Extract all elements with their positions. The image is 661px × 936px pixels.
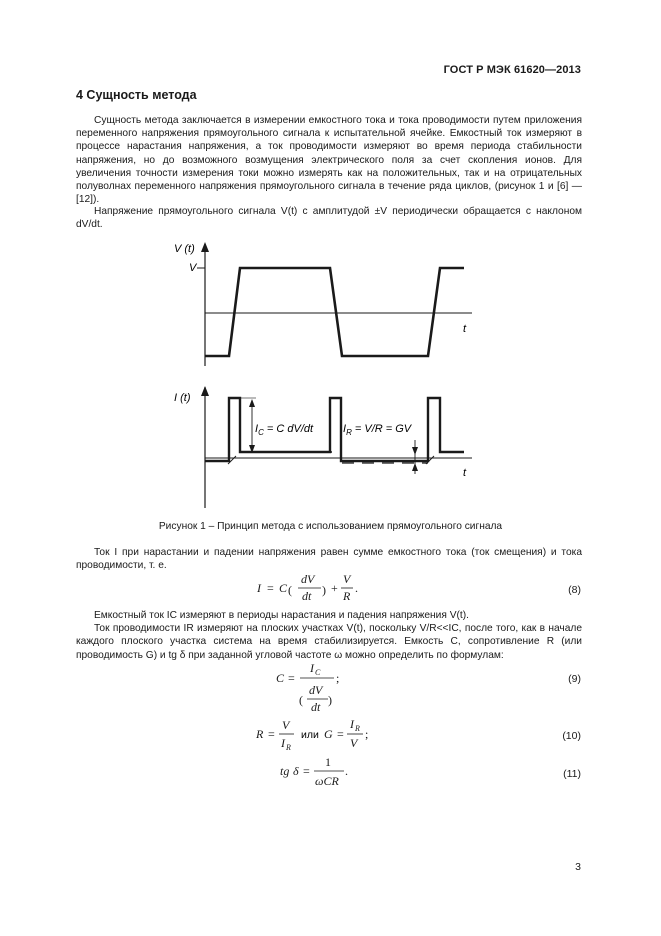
svg-text:I: I (350, 717, 354, 731)
top-y-axis-arrow (201, 242, 209, 252)
top-t-label: t (463, 323, 467, 335)
svg-text:R: R (343, 589, 351, 603)
ir-label-rest: = V/R = GV (351, 423, 412, 435)
bottom-y-axis-arrow (201, 386, 209, 396)
standard-header: ГОСТ Р МЭК 61620—2013 (443, 64, 581, 76)
equation-9-number: (9) (568, 673, 581, 685)
svg-text:dV: dV (309, 683, 323, 697)
svg-text:1: 1 (325, 756, 331, 769)
paragraph-2-text: Напряжение прямоугольного сигнала V(t) с амплитудой ±V периодически обращается с наклоном dV/dt. (76, 206, 582, 231)
svg-text:;: ; (365, 727, 369, 741)
svg-text:ωCR: ωCR (315, 774, 339, 788)
svg-text:I: I (310, 661, 314, 675)
svg-text:=: = (288, 671, 295, 685)
svg-text:δ: δ (293, 764, 299, 778)
svg-text:=: = (303, 764, 310, 778)
page-number: 3 (575, 861, 581, 873)
ir-label-sub: R (346, 428, 352, 437)
svg-text:=: = (267, 581, 274, 595)
svg-text:): ) (322, 583, 326, 597)
svg-text:I: I (281, 736, 285, 750)
equation-11 (278, 756, 368, 792)
svg-text:(: ( (299, 693, 303, 707)
svg-text:(: ( (288, 583, 292, 597)
equation-9 (272, 660, 362, 718)
svg-text:tg: tg (280, 764, 290, 778)
svg-text:C: C (276, 671, 285, 685)
paragraph-1-text: Сущность метода заключается в измерении емкостного тока и тока проводимости путем приложения переменного напряжения прямоугольного сигнала к испытательной ячейке. Емкостный ток измеряют в процессе нарастания напряжения, а ток проводимости измеряют во время периода стабильности напряжения, но до возможного возмущения электрического поля за счет скопления ионов. Для увеличения точности измерения токи можно измерять как на положительных, так и на отрицательных полуволнах переменного напряжения прямоугольного сигнала в течение ряда циклов, (рисунок 1 и [6] — [12]). (76, 115, 582, 206)
paragraph-4b-text: Ток проводимости IR измеряют на плоских участках V(t), поскольку V/R<<IC, после того, как в начале каждого плоского участка система на время стабилизируется. Емкость C, сопротивление R (или проводимость G) и tg δ при заданной угловой частоте ω можно определить по формулам: (76, 623, 582, 661)
svg-text:+: + (331, 581, 338, 595)
bottom-axis-label: I (t) (174, 392, 191, 404)
svg-text:;: ; (336, 671, 340, 685)
svg-text:dt: dt (311, 700, 321, 714)
ic-label-letter: I (255, 423, 259, 435)
paragraph-4 (76, 609, 582, 662)
svg-text:dV: dV (301, 572, 315, 586)
svg-text:R: R (355, 724, 360, 733)
paragraph-3 (76, 546, 582, 572)
ic-label-sub: C (258, 428, 264, 437)
equation-10 (254, 716, 394, 756)
ir-label-letter: I (343, 423, 347, 435)
equation-10-number: (10) (562, 730, 581, 742)
top-level-label: V (189, 262, 197, 274)
paragraph-3-text: Ток I при нарастании и падении напряжения равен сумме емкостного тока (ток смещения) и тока проводимости, т. е. (76, 547, 582, 572)
svg-text:R: R (256, 727, 264, 741)
equation-8-number: (8) (568, 584, 581, 596)
ic-label-rest: = C dV/dt (263, 423, 314, 435)
top-axis-label: V (t) (174, 243, 195, 255)
ir-arrow-bottom (412, 463, 418, 471)
svg-text:V: V (282, 718, 290, 732)
paragraph-4a-text: Емкостный ток IC измеряют в периоды нарастания и падения напряжения V(t). (94, 610, 469, 621)
ir-arrow-top (412, 447, 418, 455)
svg-text:G: G (324, 727, 333, 741)
svg-text:): ) (328, 693, 332, 707)
svg-text:dt: dt (302, 589, 312, 603)
svg-text:C: C (279, 581, 288, 595)
equation-8 (255, 570, 385, 606)
svg-text:V: V (343, 572, 351, 586)
section-title: 4 Сущность метода (76, 88, 197, 102)
square-wave (205, 268, 464, 356)
ir-label (343, 423, 413, 437)
figure-caption: Рисунок 1 – Принцип метода с использованием прямоугольного сигнала (158, 521, 503, 532)
equation-11-number: (11) (563, 768, 581, 780)
svg-text:=: = (337, 727, 344, 741)
equation-10-ili: или (301, 729, 319, 741)
svg-text:V: V (350, 736, 358, 750)
svg-text:C: C (315, 668, 321, 677)
ic-arrow-top (249, 399, 255, 407)
svg-text:.: . (345, 764, 348, 778)
svg-text:R: R (286, 743, 291, 752)
svg-text:=: = (268, 727, 275, 741)
svg-text:I: I (257, 581, 261, 595)
bottom-t-label: t (463, 467, 467, 479)
svg-text:.: . (355, 581, 358, 595)
ic-label (255, 423, 314, 437)
